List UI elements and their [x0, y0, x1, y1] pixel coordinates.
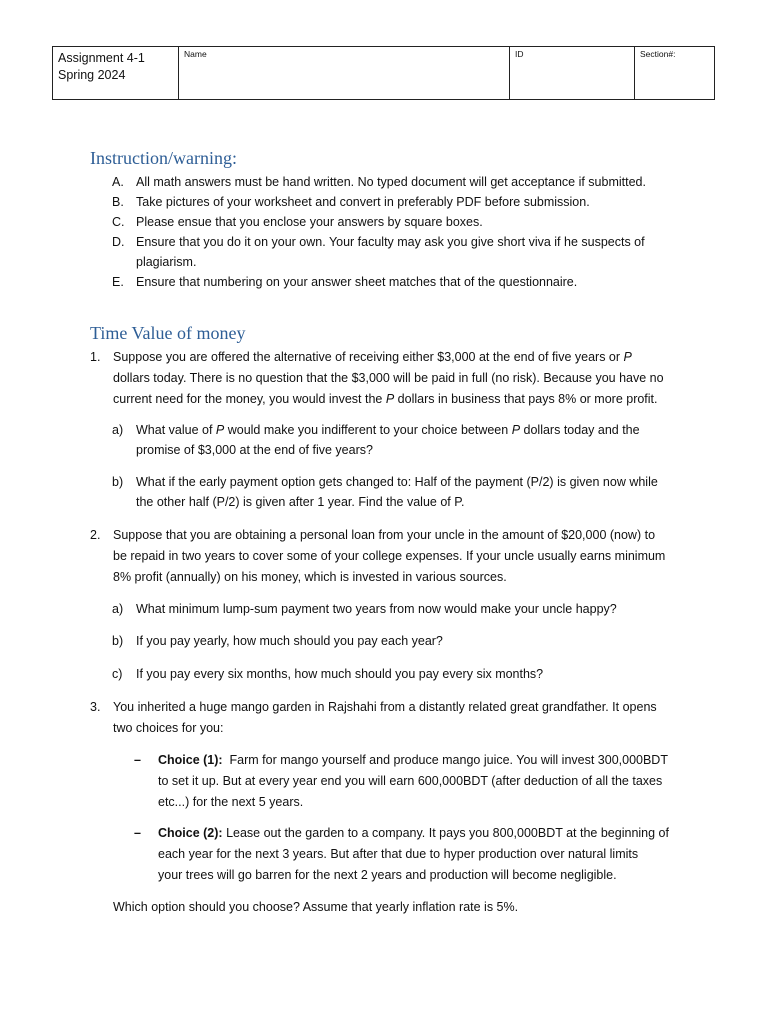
instruction-text: plagiarism.: [136, 255, 197, 269]
id-field[interactable]: [510, 47, 635, 100]
header-table: [52, 46, 715, 100]
instruction-marker: D.: [112, 235, 125, 249]
instruction-text: Take pictures of your worksheet and convert in preferably PDF before submission.: [136, 195, 590, 209]
text-run: current need for the money, you would invest the: [113, 392, 386, 406]
subquestion-text: [136, 420, 640, 441]
subquestion-text: the other half (P/2) is given after 1 year. Find the value of P.: [136, 495, 465, 509]
question-text: two choices for you:: [113, 721, 224, 735]
subquestion-text: If you pay every six months, how much should you pay every six months?: [136, 667, 544, 681]
subquestion-text: If you pay yearly, how much should you pay each year?: [136, 634, 443, 648]
variable-p: P: [511, 423, 521, 437]
instruction-marker: B.: [112, 195, 124, 209]
text-run: would make you indifferent to your choice between: [224, 423, 512, 437]
question-text: 8% profit (annually) on his money, which is invested in various sources.: [113, 570, 507, 584]
subquestion-marker: c): [112, 667, 123, 681]
choice-text: etc...) for the next 5 years.: [158, 795, 304, 809]
choice-text: [158, 823, 669, 844]
section-field[interactable]: [635, 47, 715, 100]
instruction-marker: C.: [112, 215, 125, 229]
question-text: be repaid in two years to cover some of your college expenses. If your uncle usually earns minimum: [113, 549, 666, 563]
subquestion-marker: a): [112, 602, 124, 616]
text-run: dollars in business that pays 8% or more profit.: [394, 392, 658, 406]
instruction-text: All math answers must be hand written. No typed document will get acceptance if submitted.: [136, 175, 646, 189]
question-text: [113, 347, 632, 368]
instruction-text: Please ensue that you enclose your answers by square boxes.: [136, 215, 483, 229]
choice-text: each year for the next 3 years. But after that due to hyper production over natural limits: [158, 847, 639, 861]
assignment-cell: [53, 47, 179, 100]
id-label: ID: [515, 49, 524, 59]
choice-text: your trees will go barren for the next 2 years and production will become negligible.: [158, 868, 617, 882]
choice-text: to set it up. But at every year end you will earn 600,000BDT (after deduction of all the taxes: [158, 774, 663, 788]
text-run: Lease out the garden to a company. It pays you 800,000BDT at the beginning of: [222, 826, 669, 840]
section-label: Section#:: [640, 49, 676, 59]
instruction-marker: A.: [112, 175, 124, 189]
text-run: dollars today and the: [520, 423, 640, 437]
text-run: What value of: [136, 423, 216, 437]
closing-question: Which option should you choose? Assume that yearly inflation rate is 5%.: [113, 900, 519, 914]
variable-p: P: [623, 350, 632, 364]
subquestion-marker: a): [112, 423, 124, 437]
question-marker: 2.: [90, 528, 101, 542]
instruction-text: Ensure that numbering on your answer sheet matches that of the questionnaire.: [136, 275, 578, 289]
choice-label: Choice (2):: [158, 826, 223, 840]
term: Spring 2024: [58, 68, 126, 82]
section-heading: Time Value of money: [90, 323, 246, 343]
question-text: dollars today. There is no question that the $3,000 will be paid in full (no risk). Because you have no: [113, 371, 664, 385]
question-text: Suppose that you are obtaining a personal loan from your uncle in the amount of $20,000 (now) to: [113, 528, 656, 542]
text-run: Farm for mango yourself and produce mango juice. You will invest 300,000BDT: [222, 753, 668, 767]
name-field[interactable]: [179, 47, 510, 100]
question-marker: 1.: [90, 350, 101, 364]
subquestion-text: promise of $3,000 at the end of five years?: [136, 443, 373, 457]
variable-p: P: [385, 392, 395, 406]
subquestion-marker: b): [112, 475, 124, 489]
question-marker: 3.: [90, 700, 101, 714]
subquestion-text: What minimum lump-sum payment two years from now would make your uncle happy?: [136, 602, 617, 616]
instruction-marker: E.: [112, 275, 124, 289]
text-run: Suppose you are offered the alternative of receiving either $3,000 at the end of five years or: [113, 350, 624, 364]
choice-text: [158, 750, 668, 771]
choice-label: Choice (1):: [158, 753, 223, 767]
choice-dash: –: [134, 753, 141, 767]
instruction-text: Ensure that you do it on your own. Your faculty may ask you give short viva if he suspects of: [136, 235, 645, 249]
instructions-heading: Instruction/warning:: [90, 148, 237, 168]
subquestion-marker: b): [112, 634, 124, 648]
question-text: [113, 389, 658, 410]
question-text: You inherited a huge mango garden in Rajshahi from a distantly related great grandfather. It opens: [113, 700, 657, 714]
variable-p: P: [215, 423, 225, 437]
subquestion-text: What if the early payment option gets changed to: Half of the payment (P/2) is given now while: [136, 475, 658, 489]
choice-dash: –: [134, 826, 141, 840]
name-label: Name: [184, 49, 207, 59]
assignment-title: Assignment 4-1: [58, 51, 145, 65]
